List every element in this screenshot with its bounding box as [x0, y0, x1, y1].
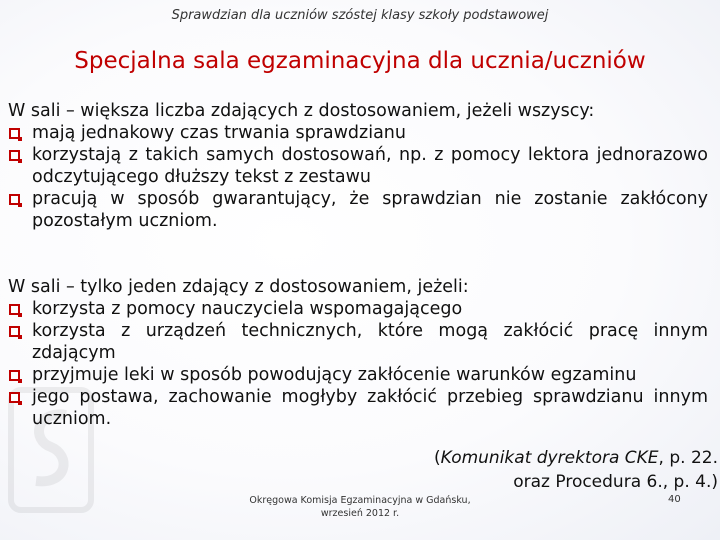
list-item	[8, 144, 708, 188]
list-item-text: pracują w sposób gwarantujący, że sprawdzian nie zostanie zakłócony pozostałym uczniom.	[32, 189, 708, 231]
square-bullet-icon	[9, 304, 20, 315]
citation-open: (	[434, 448, 441, 468]
list-item	[8, 364, 708, 386]
list-item-text: korzysta z urządzeń technicznych, które mogą zakłócić pracę innym zdającym	[32, 321, 708, 363]
section-intro: W sali – tylko jeden zdający z dostosowaniem, jeżeli:	[8, 277, 469, 297]
list-item	[8, 188, 708, 232]
page-number: 40	[668, 494, 681, 505]
footer	[200, 494, 520, 520]
list-item-text: mają jednakowy czas trwania sprawdzianu	[32, 123, 406, 143]
slide-title: Specjalna sala egzaminacyjna dla ucznia/uczniów	[74, 48, 646, 74]
footer-date: wrzesień 2012 r.	[320, 508, 400, 519]
citation-line-2: oraz Procedura 6., p. 4.)	[513, 472, 718, 492]
square-bullet-icon	[9, 326, 20, 337]
section-intro: W sali – większa liczba zdających z dostosowaniem, jeżeli wszyscy:	[8, 101, 595, 121]
list-item-text: korzystają z takich samych dostosowań, np. z pomocy lektora jednorazowo odczytującego dłuższy tekst z zestawu	[32, 145, 708, 187]
list-item	[8, 122, 708, 144]
square-bullet-icon	[9, 150, 20, 161]
list-item	[8, 320, 708, 364]
slide-header: Sprawdzian dla uczniów szóstej klasy szkoły podstawowej	[171, 8, 549, 23]
list-item	[8, 298, 708, 320]
square-bullet-icon	[9, 128, 20, 139]
citation-source: Komunikat dyrektora CKE	[440, 448, 659, 468]
square-bullet-icon	[9, 194, 20, 205]
citation-line-1	[434, 448, 718, 468]
bullet-list	[8, 122, 708, 232]
section-multiple-students	[8, 100, 708, 232]
list-item-text: przyjmuje leki w sposób powodujący zakłócenie warunków egzaminu	[32, 365, 637, 385]
list-item-text: jego postawa, zachowanie mogłyby zakłócić przebieg sprawdzianu innym uczniom.	[32, 387, 708, 429]
list-item	[8, 386, 708, 430]
bullet-list	[8, 298, 708, 430]
section-single-student	[8, 276, 708, 430]
square-bullet-icon	[9, 370, 20, 381]
list-item-text: korzysta z pomocy nauczyciela wspomagającego	[32, 299, 463, 319]
square-bullet-icon	[9, 392, 20, 403]
citation-rest: , p. 22.	[658, 448, 718, 468]
footer-organization: Okręgowa Komisja Egzaminacyjna w Gdańsku,	[249, 495, 471, 506]
